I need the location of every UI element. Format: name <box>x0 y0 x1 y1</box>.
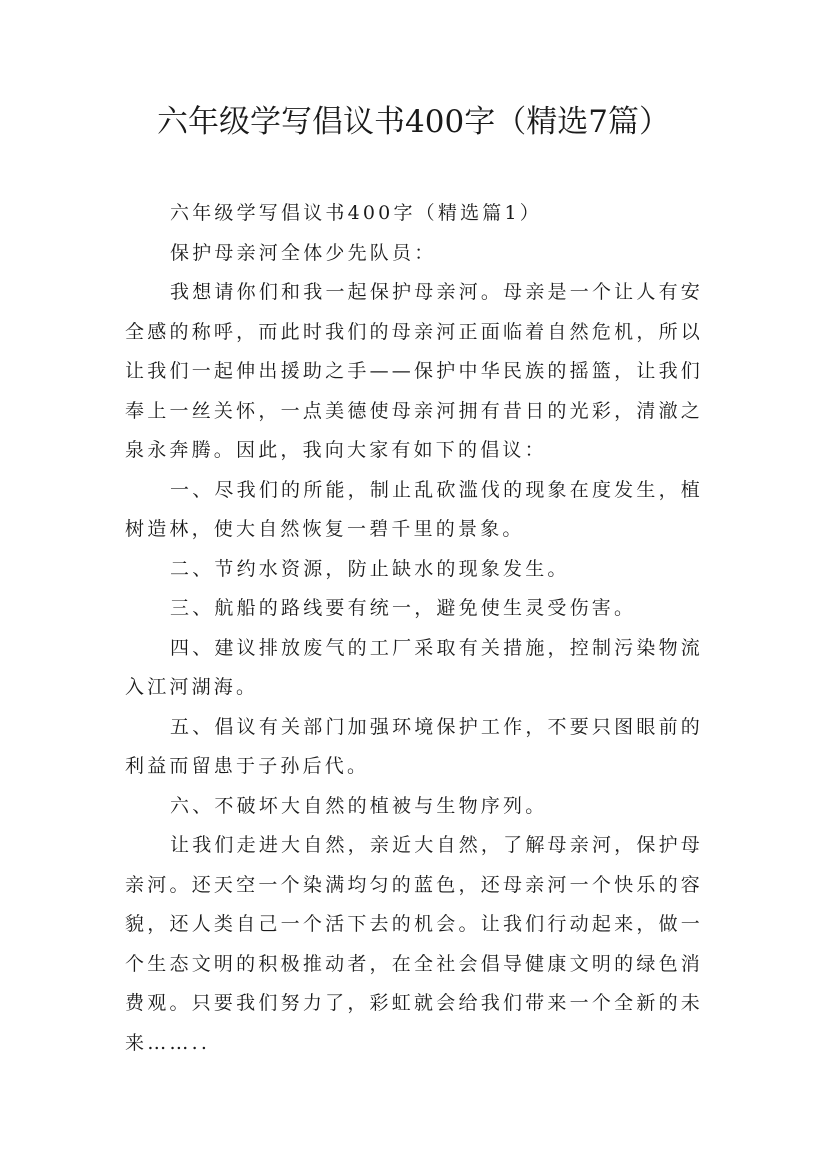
document-title: 六年级学写倡议书400字（精选7篇） <box>157 104 670 140</box>
proposal-item-6: 六、不破坏大自然的植被与生物序列。 <box>170 794 548 817</box>
proposal-item-5: 五、倡议有关部门加强环境保护工作，不要只图眼前的利益而留患于子孙后代。 <box>125 715 703 777</box>
proposal-item-4: 四、建议排放废气的工厂采取有关措施，控制污染物流入江河湖海。 <box>125 636 703 698</box>
section-heading: 六年级学写倡议书400字（精选篇1） <box>170 202 542 224</box>
intro-paragraph: 我想请你们和我一起保护母亲河。母亲是一个让人有安全感的称呼，而此时我们的母亲河正面临着自然危机，所以让我们一起伸出援助之手——保护中华民族的摇篮，让我们奉上一丝关怀，一点美德使母亲河拥有昔日的光彩，清澈之泉永奔腾。因此，我向大家有如下的倡议： <box>125 281 703 461</box>
document-body <box>125 194 703 1063</box>
proposal-item-2: 二、节约水资源，防止缺水的现象发生。 <box>170 557 570 580</box>
proposal-item-3: 三、航船的路线要有统一，避免使生灵受伤害。 <box>170 597 637 619</box>
proposal-item-1: 一、尽我们的所能，制止乱砍滥伐的现象在度发生，植树造林，使大自然恢复一碧千里的景象。 <box>125 478 703 540</box>
salutation: 保护母亲河全体少先队员： <box>170 241 437 264</box>
closing-paragraph: 让我们走进大自然，亲近大自然，了解母亲河，保护母亲河。还天空一个染满均匀的蓝色，还母亲河一个快乐的容貌，还人类自己一个活下去的机会。让我们行动起来，做一个生态文明的积极推动者，在全社会倡导健康文明的绿色消费观。只要我们努力了，彩虹就会给我们带来一个全新的未来…….. <box>125 834 703 1054</box>
